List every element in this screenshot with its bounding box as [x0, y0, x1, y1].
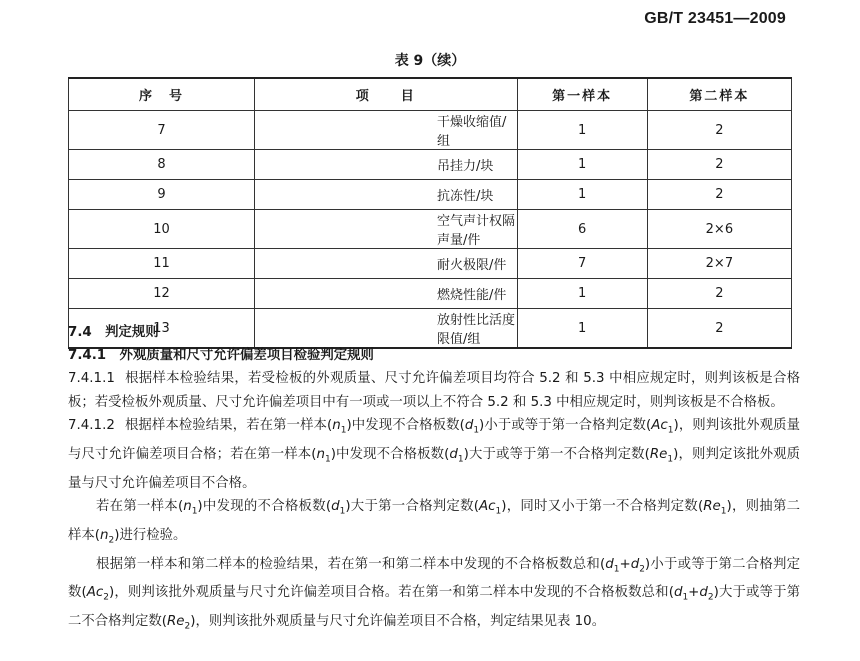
clause-number: 7.4.1.1	[68, 371, 115, 387]
cell-first-sample: 7	[517, 249, 647, 279]
text-run: 根据样本检验结果，若在第一样本(	[124, 417, 333, 433]
cell-serial: 12	[69, 279, 255, 309]
section-7-4-1-heading	[68, 344, 800, 367]
clause-text: 根据样本检验结果，若受检板的外观质量、尺寸允许偏差项目均符合 5.2 和 5.3 中相应规定时，则判该板是合格板；若受检板外观质量、尺寸允许偏差项目中有一项或一项以上不符合 5.2 和 5.3 中相应规定时，则判该板是不合格板。	[68, 371, 800, 410]
cell-item: 空气声计权隔声量/件	[254, 210, 517, 249]
table-header-row	[69, 78, 792, 111]
section-title: 判定规则	[105, 325, 159, 340]
cell-serial: 13	[69, 309, 255, 349]
cell-second-sample: 2	[647, 111, 791, 150]
cell-second-sample: 2×7	[647, 249, 791, 279]
text-run: )，则判该批外观质量与尺寸允许偏差项目不合格，判定结果见表 10。	[190, 614, 606, 630]
cell-item: 燃烧性能/件	[254, 279, 517, 309]
cell-second-sample: 2	[647, 150, 791, 180]
cell-item: 抗冻性/块	[254, 180, 517, 210]
cell-serial: 10	[69, 210, 255, 249]
section-7-4-heading	[68, 321, 800, 344]
text-run: 若在第一样本(	[96, 498, 184, 514]
cell-first-sample: 1	[517, 180, 647, 210]
text-run: )，同时又小于第一不合格判定数(	[501, 498, 704, 514]
table-row	[69, 249, 792, 279]
text-run: )，则判该批外观质量与尺寸允许偏差项目合格；若在第一样本(	[68, 417, 800, 462]
cell-serial: 7	[69, 111, 255, 150]
cell-serial: 11	[69, 249, 255, 279]
cell-item: 放射性比活度限值/组	[254, 309, 517, 349]
cell-second-sample: 2	[647, 309, 791, 349]
section-number: 7.4	[68, 325, 92, 340]
cell-first-sample: 1	[517, 279, 647, 309]
table-9	[68, 77, 792, 349]
cell-first-sample: 1	[517, 150, 647, 180]
table-row	[69, 279, 792, 309]
cell-first-sample: 6	[517, 210, 647, 249]
cell-item: 干燥收缩值/组	[254, 111, 517, 150]
cell-second-sample: 2	[647, 180, 791, 210]
header-second-sample: 第二样本	[647, 78, 791, 111]
text-run: )中发现不合格板数(	[346, 417, 465, 433]
text-run: )小于或等于第一合格判定数(	[479, 417, 652, 433]
document-body	[68, 321, 800, 639]
header-item: 项 目	[254, 78, 517, 111]
cell-serial: 8	[69, 150, 255, 180]
header-serial: 序 号	[69, 78, 255, 111]
text-run: )，则抽第二样本(	[68, 498, 800, 543]
table-caption: 表 9（续）	[394, 53, 466, 69]
cell-item: 耐火极限/件	[254, 249, 517, 279]
cell-serial: 9	[69, 180, 255, 210]
paragraph-combined-result: 根据第一样本和第二样本的检验结果，若在第一和第二样本中发现的不合格板数总和$(d_1+d_2)$小于或等于第二合格判定数$(Ac_2)$，则判该批外观质量与尺寸允许偏差项目合格。若在第一和第二样本中发现的不合格板数总和$(d_1+d_2)$大于或等于第二不合格判定数$(Re_2)$，则判该批外观质量与尺寸允许偏差项目不合格，判定结果见表 10。	[68, 556, 800, 632]
cell-first-sample: 1	[517, 309, 647, 349]
text-run: )，则判该批外观质量与尺寸允许偏差项目合格。若在第一和第二样本中发现的不合格板数总和(	[109, 585, 674, 601]
clause-number: 7.4.1.2	[68, 417, 115, 433]
clause-7-4-1-2: 7.4.1.2 根据样本检验结果，若在第一样本$(n_1)$中发现不合格板数$(d_1)$小于或等于第一合格判定数$(Ac_1)$，则判该批外观质量与尺寸允许偏差项目合格；若在第一样本$(n_1)$中发现不合格板数$(d_1)$大于或等于第一不合格判定数$(Re_1)$，则判定该批外观质量与尺寸允许偏差项目不合格。	[68, 417, 800, 491]
text-run: )小于或等于第二合格判定数(	[68, 556, 800, 601]
clause-7-4-1-1	[68, 367, 800, 413]
cell-first-sample: 1	[517, 111, 647, 150]
section-number: 7.4.1	[68, 348, 107, 364]
text-run: 根据第一样本和第二样本的检验结果，若在第一和第二样本中发现的不合格板数总和(	[96, 556, 606, 572]
text-run: )进行检验。	[114, 527, 187, 543]
text-run: )中发现不合格板数(	[330, 446, 450, 462]
text-run: )大于或等于第二不合格判定数(	[68, 585, 800, 630]
text-run: )中发现的不合格板数(	[197, 498, 332, 514]
standard-number: GB/T 23451—2009	[644, 10, 786, 27]
table-row	[69, 150, 792, 180]
cell-item: 吊挂力/块	[254, 150, 517, 180]
table-row	[69, 111, 792, 150]
paragraph-second-sample: 若在第一样本$(n_1)$中发现的不合格板数$(d_1)$大于第一合格判定数$(Ac_1)$，同时又小于第一不合格判定数$(Re_1)$，则抽第二样本$(n_2)$进行检验。	[68, 498, 800, 546]
table-row	[69, 210, 792, 249]
header-first-sample: 第一样本	[517, 78, 647, 111]
cell-second-sample: 2	[647, 279, 791, 309]
text-run: )大于第一合格判定数(	[345, 498, 479, 514]
text-run: )大于或等于第一不合格判定数(	[463, 446, 650, 462]
table-row	[69, 180, 792, 210]
cell-second-sample: 2×6	[647, 210, 791, 249]
section-title: 外观质量和尺寸允许偏差项目检验判定规则	[119, 348, 374, 364]
text-run: )，则判定该批外观质量与尺寸允许偏差项目不合格。	[68, 446, 800, 491]
